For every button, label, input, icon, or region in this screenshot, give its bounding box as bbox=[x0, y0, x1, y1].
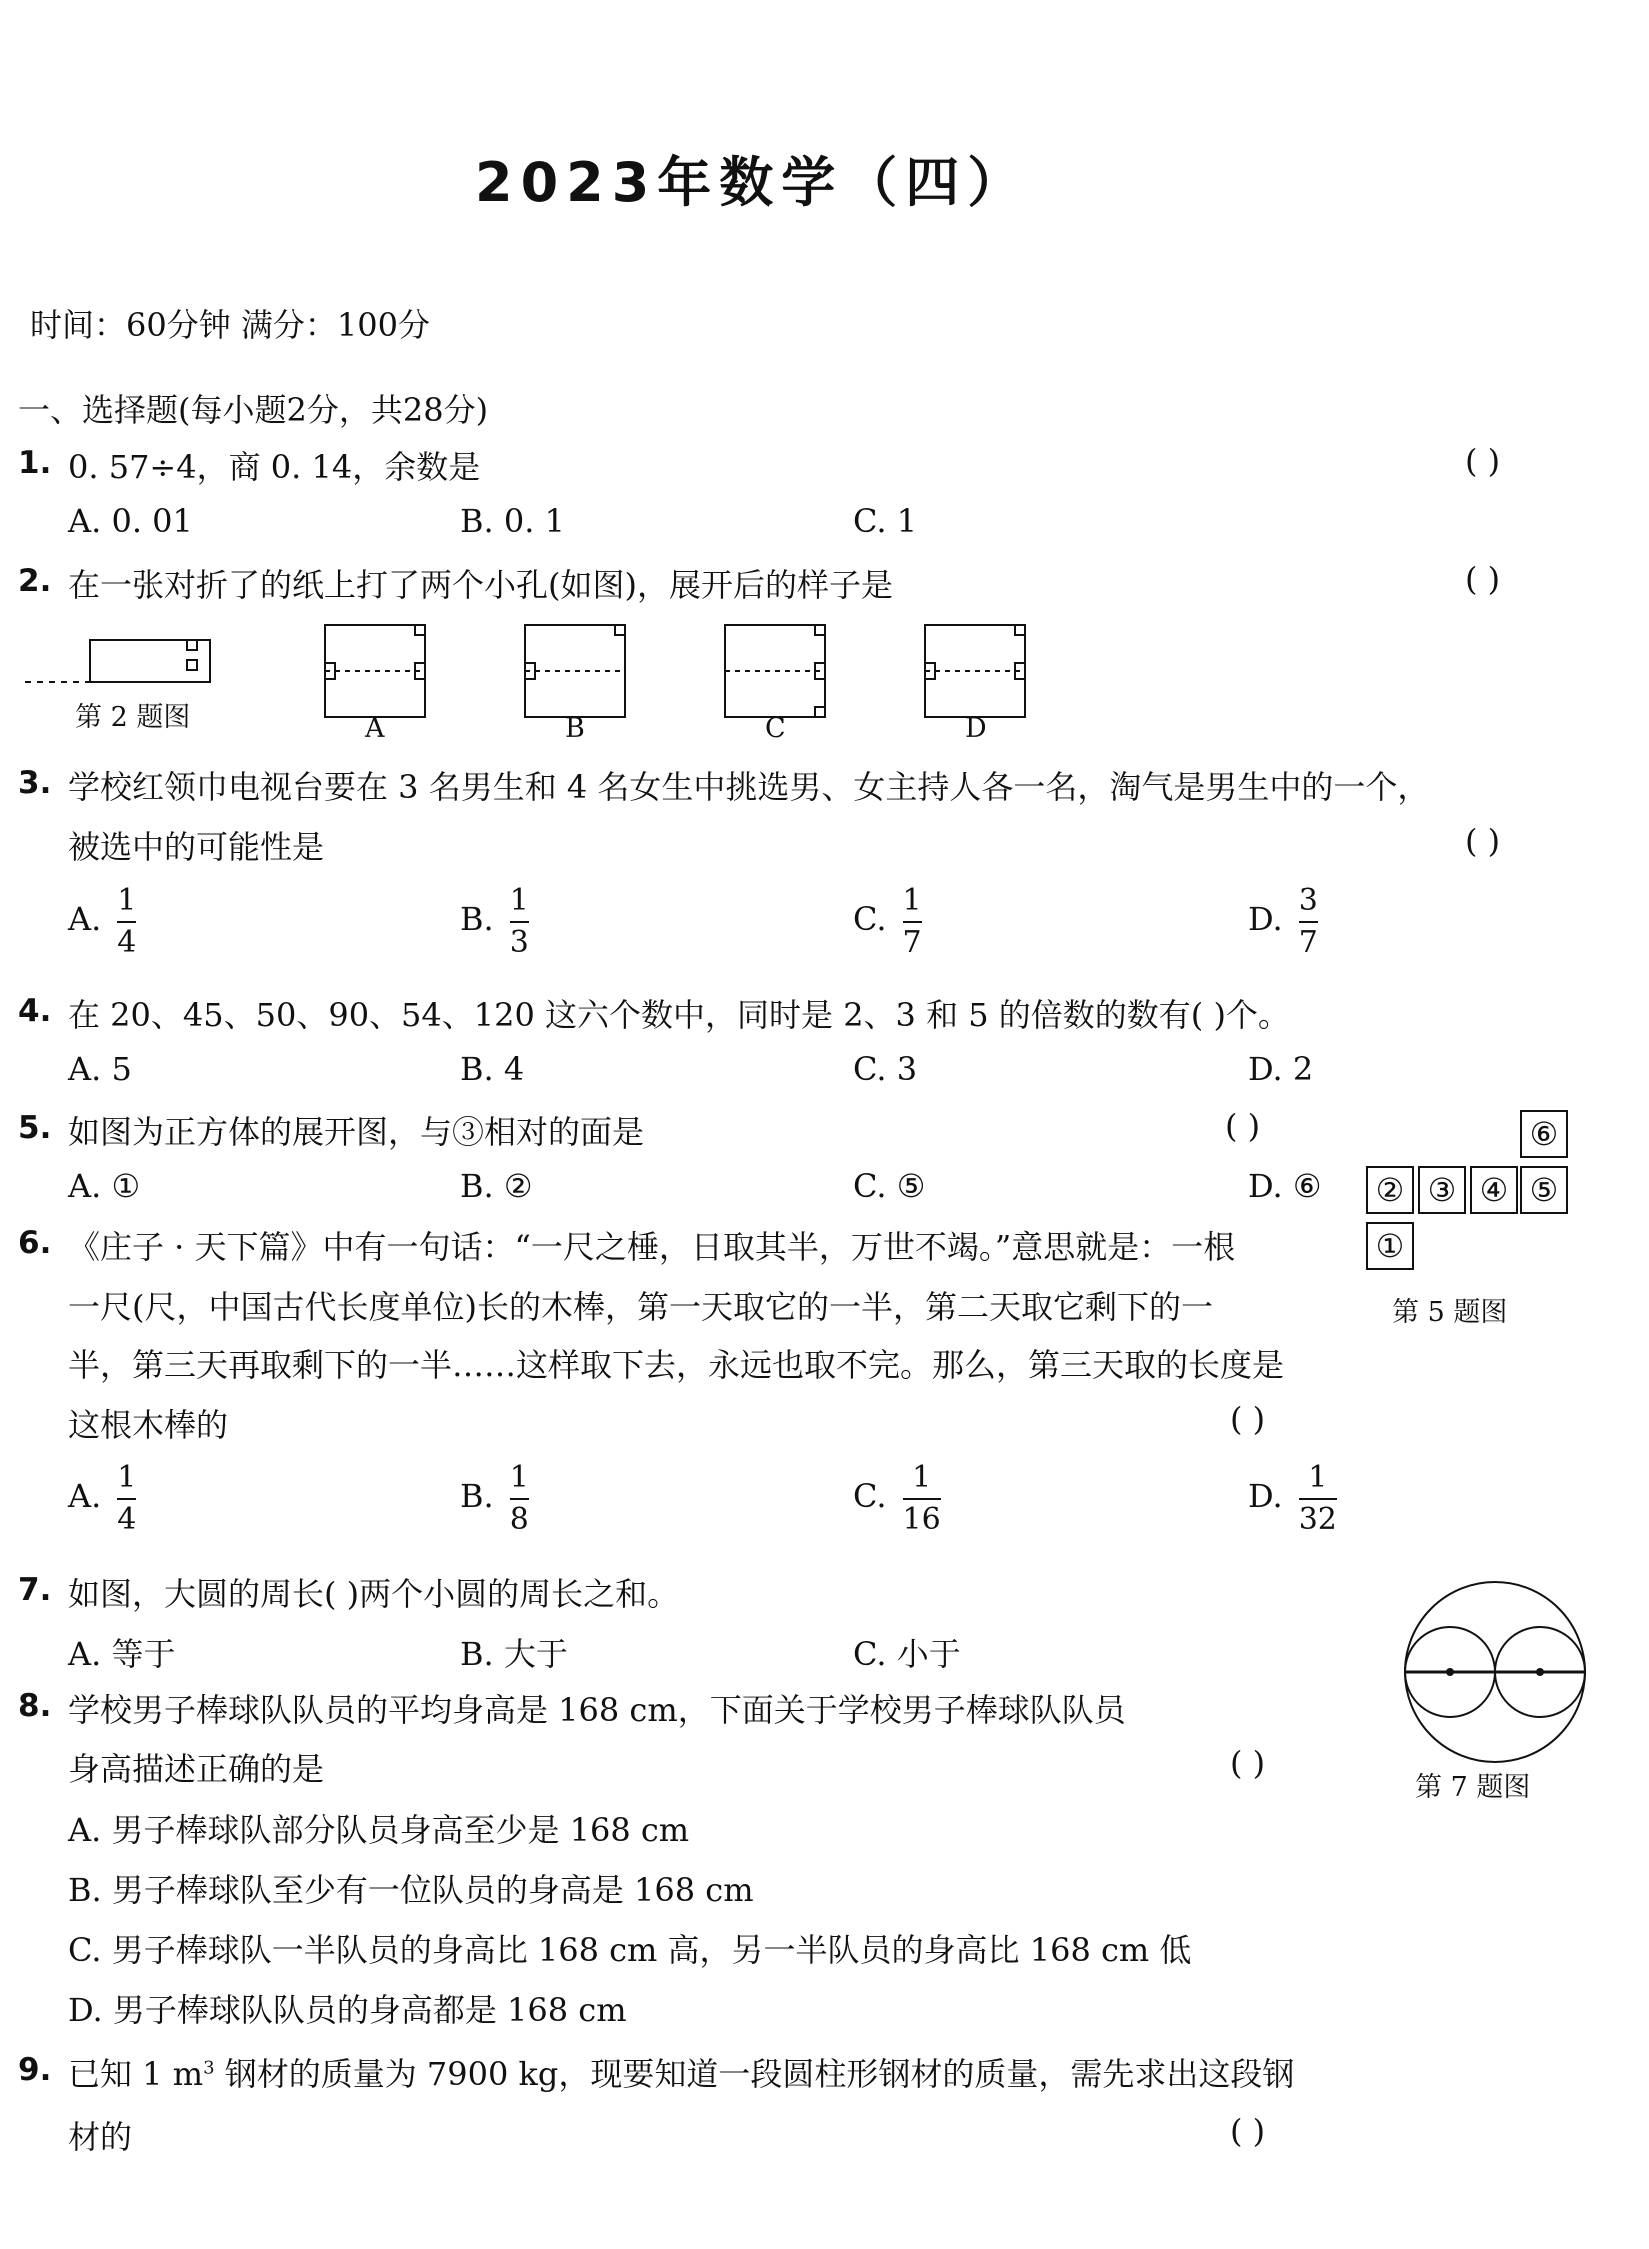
unfolded-option-c bbox=[725, 625, 825, 717]
option-a: A. 等于 bbox=[68, 1635, 176, 1673]
question-text-line-3: 半，第三天再取剩下的一半……这样取下去，永远也取不完。那么，第三天取的长度是 bbox=[68, 1346, 1285, 1384]
cube-face-5: ⑤ bbox=[1520, 1166, 1568, 1214]
question-number: 7. bbox=[18, 1572, 52, 1608]
option-a: A. 男子棒球队部分队员身高至少是 168 cm bbox=[68, 1811, 690, 1849]
figure-label-c: C bbox=[765, 713, 786, 744]
question-text-line-4: 这根木棒的 bbox=[68, 1406, 229, 1444]
answer-blank[interactable]: ( ) bbox=[1465, 560, 1501, 598]
question-text-line-1: 学校男子棒球队队员的平均身高是 168 cm，下面关于学校男子棒球队队员 bbox=[68, 1691, 1126, 1729]
option-c: C. 3 bbox=[853, 1050, 918, 1088]
question-text: 0. 57÷4，商 0. 14，余数是 bbox=[68, 448, 481, 486]
question-text: 在 20、45、50、90、54、120 这六个数中，同时是 2、3 和 5 的倍数的数有( )个。 bbox=[68, 996, 1290, 1034]
answer-blank[interactable]: ( ) bbox=[1225, 1107, 1261, 1145]
option-b: B. $\frac{1}{3}$ bbox=[460, 883, 529, 960]
page-title: 2023年数学（四） bbox=[475, 151, 1030, 214]
question-text-line-1: 《庄子 · 天下篇》中有一句话：“一尺之棰，日取其半，万世不竭。”意思就是：一根 bbox=[68, 1228, 1236, 1266]
option-b: B. 男子棒球队至少有一位队员的身高是 168 cm bbox=[68, 1871, 754, 1909]
cube-face-6: ⑥ bbox=[1520, 1110, 1568, 1158]
folded-paper-figure bbox=[25, 640, 215, 682]
question-number: 6. bbox=[18, 1225, 52, 1261]
option-b: B. ② bbox=[460, 1167, 533, 1205]
answer-blank[interactable]: ( ) bbox=[1230, 1400, 1266, 1438]
figure-caption: 第 7 题图 bbox=[1415, 1772, 1531, 1803]
exam-meta: 时间：60分钟 满分：100分 bbox=[30, 306, 430, 344]
option-c: C. 男子棒球队一半队员的身高比 168 cm 高，另一半队员的身高比 168 cm 低 bbox=[68, 1931, 1192, 1969]
figure-label-a: A bbox=[365, 713, 385, 744]
question-text: 如图为正方体的展开图，与③相对的面是 bbox=[68, 1113, 645, 1151]
question-number: 9. bbox=[18, 2052, 52, 2088]
center-dot-left bbox=[1446, 1668, 1454, 1676]
option-c: C. 小于 bbox=[853, 1635, 961, 1673]
option-b: B. $\frac{1}{8}$ bbox=[460, 1460, 529, 1537]
option-d: D. 男子棒球队队员的身高都是 168 cm bbox=[68, 1991, 627, 2029]
cube-face-4: ④ bbox=[1470, 1166, 1518, 1214]
answer-blank[interactable]: ( ) bbox=[1465, 442, 1501, 480]
option-d: D. 2 bbox=[1248, 1050, 1314, 1088]
unfolded-option-d bbox=[925, 625, 1025, 717]
option-b: B. 0. 1 bbox=[460, 502, 565, 540]
question-text-line-1: 学校红领巾电视台要在 3 名男生和 4 名女生中挑选男、女主持人各一名，淘气是男生中的一个， bbox=[68, 768, 1430, 806]
question-text: 如图，大圆的周长( )两个小圆的周长之和。 bbox=[68, 1575, 680, 1613]
figure-caption: 第 5 题图 bbox=[1392, 1297, 1508, 1328]
question-text-line-2: 材的 bbox=[68, 2118, 133, 2156]
question-text: 在一张对折了的纸上打了两个小孔(如图)，展开后的样子是 bbox=[68, 566, 893, 604]
answer-blank[interactable]: ( ) bbox=[1230, 2112, 1266, 2150]
unfolded-option-b bbox=[525, 625, 625, 717]
question-text-line-1: 已知 1 $m^3$ 钢材的质量为 7900 kg，现要知道一段圆柱形钢材的质量，需先求出这段钢 bbox=[68, 2055, 1295, 2093]
question-number: 1. bbox=[18, 445, 52, 481]
cube-face-3: ③ bbox=[1418, 1166, 1466, 1214]
option-c: C. 1 bbox=[853, 502, 918, 540]
center-dot-right bbox=[1536, 1668, 1544, 1676]
question-text-line-2: 身高描述正确的是 bbox=[68, 1750, 325, 1788]
unfolded-option-a bbox=[325, 625, 425, 717]
answer-blank[interactable]: ( ) bbox=[1230, 1744, 1266, 1782]
question-text-line-2: 被选中的可能性是 bbox=[68, 828, 325, 866]
question-number: 4. bbox=[18, 993, 52, 1029]
cube-face-1: ① bbox=[1366, 1222, 1414, 1270]
question-number: 5. bbox=[18, 1110, 52, 1146]
option-b: B. 大于 bbox=[460, 1635, 568, 1673]
figure-label-b: B bbox=[565, 713, 585, 744]
cube-face-2: ② bbox=[1366, 1166, 1414, 1214]
option-d: D. $\frac{3}{7}$ bbox=[1248, 883, 1318, 960]
option-a: A. 0. 01 bbox=[68, 502, 193, 540]
figure-caption: 第 2 题图 bbox=[75, 702, 191, 733]
section-heading: 一、选择题(每小题2分，共28分) bbox=[18, 391, 489, 429]
question-number: 8. bbox=[18, 1688, 52, 1724]
answer-blank[interactable]: ( ) bbox=[1465, 822, 1501, 860]
option-a: A. $\frac{1}{4}$ bbox=[68, 883, 137, 960]
option-b: B. 4 bbox=[460, 1050, 525, 1088]
question-number: 2. bbox=[18, 563, 52, 599]
option-a: A. ① bbox=[68, 1167, 141, 1205]
option-d: D. ⑥ bbox=[1248, 1167, 1322, 1205]
option-c: C. $\frac{1}{16}$ bbox=[853, 1460, 941, 1537]
option-c: C. $\frac{1}{7}$ bbox=[853, 883, 922, 960]
question-number: 3. bbox=[18, 765, 52, 801]
option-d: D. $\frac{1}{32}$ bbox=[1248, 1460, 1337, 1537]
option-c: C. ⑤ bbox=[853, 1167, 926, 1205]
figure-label-d: D bbox=[965, 713, 987, 744]
option-a: A. $\frac{1}{4}$ bbox=[68, 1460, 137, 1537]
circles-figure bbox=[1395, 1572, 1595, 1772]
question-text-line-2: 一尺(尺，中国古代长度单位)长的木棒，第一天取它的一半，第二天取它剩下的一 bbox=[68, 1288, 1213, 1326]
option-a: A. 5 bbox=[68, 1050, 132, 1088]
